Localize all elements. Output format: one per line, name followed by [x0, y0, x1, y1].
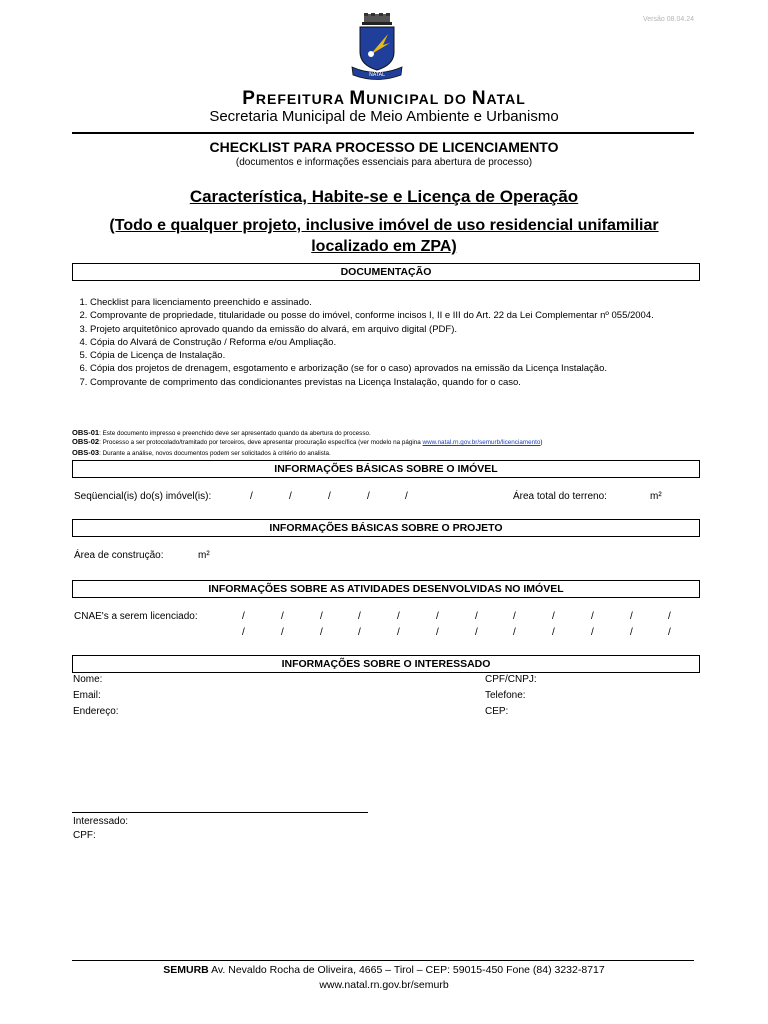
footer-website[interactable]: www.natal.rn.gov.br/semurb [319, 979, 449, 991]
version-label: Versão 08.04.24 [643, 16, 694, 23]
main-heading: Característica, Habite-se e Licença de Operação [189, 187, 579, 206]
obs-note-2: OBS-02: Processo a ser protocolado/tramitado por terceiros, deve apresentar procuração específica (ver modelo na página www.natal.rn.gov.br/semurb/licenciamento) [72, 437, 543, 446]
cnae-row-2: / / / / / / / / / / / / [242, 627, 671, 638]
list-item: 5. Cópia de Licença de Instalação. [90, 349, 718, 362]
footer-org: SEMURB [163, 964, 209, 976]
sequencial-label: Seqüencial(is) do(s) imóvel(is): [74, 491, 212, 502]
sub-heading: (Todo e qualquer projeto, inclusive imóvel de uso residencial unifamiliar localizado em ZPA) [109, 217, 659, 255]
email-label: Email: [73, 690, 101, 701]
header-divider [72, 132, 694, 134]
document-subtitle: (documentos e informações essenciais para abertura de processo) [235, 157, 533, 168]
endereco-label: Endereço: [73, 706, 119, 717]
natal-coat-of-arms-logo [349, 12, 405, 82]
telefone-label: Telefone: [485, 690, 526, 701]
cnae-row-1: / / / / / / / / / / / / [242, 611, 671, 622]
organization-title: PREFEITURA MUNICIPAL DO NATAL [242, 88, 526, 109]
list-item: 1. Checklist para licenciamento preenchido e assinado. [90, 296, 718, 309]
footer-divider [72, 960, 694, 961]
licenciamento-link[interactable]: www.natal.rn.gov.br/semurb/licenciamento [422, 439, 541, 446]
list-item: 7. Comprovante de comprimento das condicionantes previstas na Licença Instalação, quando for o caso. [90, 376, 718, 389]
area-construcao-label: Área de construção: [74, 550, 164, 561]
cpf-cnpj-label: CPF/CNPJ: [485, 674, 537, 685]
slash-separator: / [405, 491, 408, 502]
section-header-imovel: INFORMAÇÕES BÁSICAS SOBRE O IMÓVEL [72, 460, 700, 478]
area-terreno-label: Área total do terreno: [513, 491, 607, 502]
slash-separator: / [328, 491, 331, 502]
section-header-documentacao: DOCUMENTAÇÃO [72, 263, 700, 281]
cep-label: CEP: [485, 706, 509, 717]
slash-separator: / [289, 491, 292, 502]
footer-address: SEMURB Av. Nevaldo Rocha de Oliveira, 4665 – Tirol – CEP: 59015-450 Fone (84) 3232-8717 [163, 964, 605, 976]
signature-cpf-label: CPF: [73, 830, 96, 841]
slash-separator: / [250, 491, 253, 502]
area-construcao-unit: m² [198, 550, 210, 561]
obs-note-3: OBS-03: Durante a análise, novos documentos podem ser solicitados à critério do analista. [72, 448, 331, 457]
section-header-interessado: INFORMAÇÕES SOBRE O INTERESSADO [72, 655, 700, 673]
slash-separator: / [367, 491, 370, 502]
nome-label: Nome: [73, 674, 103, 685]
signature-line [72, 812, 368, 813]
list-item: 2. Comprovante de propriedade, titularidade ou posse do imóvel, conforme incisos I, II e III do Art. 22 da Lei Complementar nº 055/2004. [90, 309, 718, 322]
cnae-label: CNAE's a serem licenciado: [74, 611, 198, 622]
obs-note-1: OBS-01: Este documento impresso e preenchido deve ser apresentado quando da abertura do processo. [72, 428, 371, 437]
area-terreno-unit: m² [650, 491, 662, 502]
organization-subtitle: Secretaria Municipal de Meio Ambiente e Urbanismo [209, 108, 559, 125]
logo-banner-text: NATAL [369, 72, 385, 78]
section-header-projeto: INFORMAÇÕES BÁSICAS SOBRE O PROJETO [72, 519, 700, 537]
list-item: 3. Projeto arquitetônico aprovado quando da emissão do alvará, em arquivo digital (PDF). [90, 323, 718, 336]
interessado-signature-label: Interessado: [73, 816, 129, 827]
list-item: 6. Cópia dos projetos de drenagem, esgotamento e arborização (se for o caso) aprovados na emissão da Licença Instalação. [90, 362, 718, 375]
document-checklist [72, 296, 718, 389]
list-item: 4. Cópia do Alvará de Construção / Reforma e/ou Ampliação. [90, 336, 718, 349]
document-title: CHECKLIST PARA PROCESSO DE LICENCIAMENTO [209, 139, 559, 155]
section-header-atividades: INFORMAÇÕES SOBRE AS ATIVIDADES DESENVOLVIDAS NO IMÓVEL [72, 580, 700, 598]
